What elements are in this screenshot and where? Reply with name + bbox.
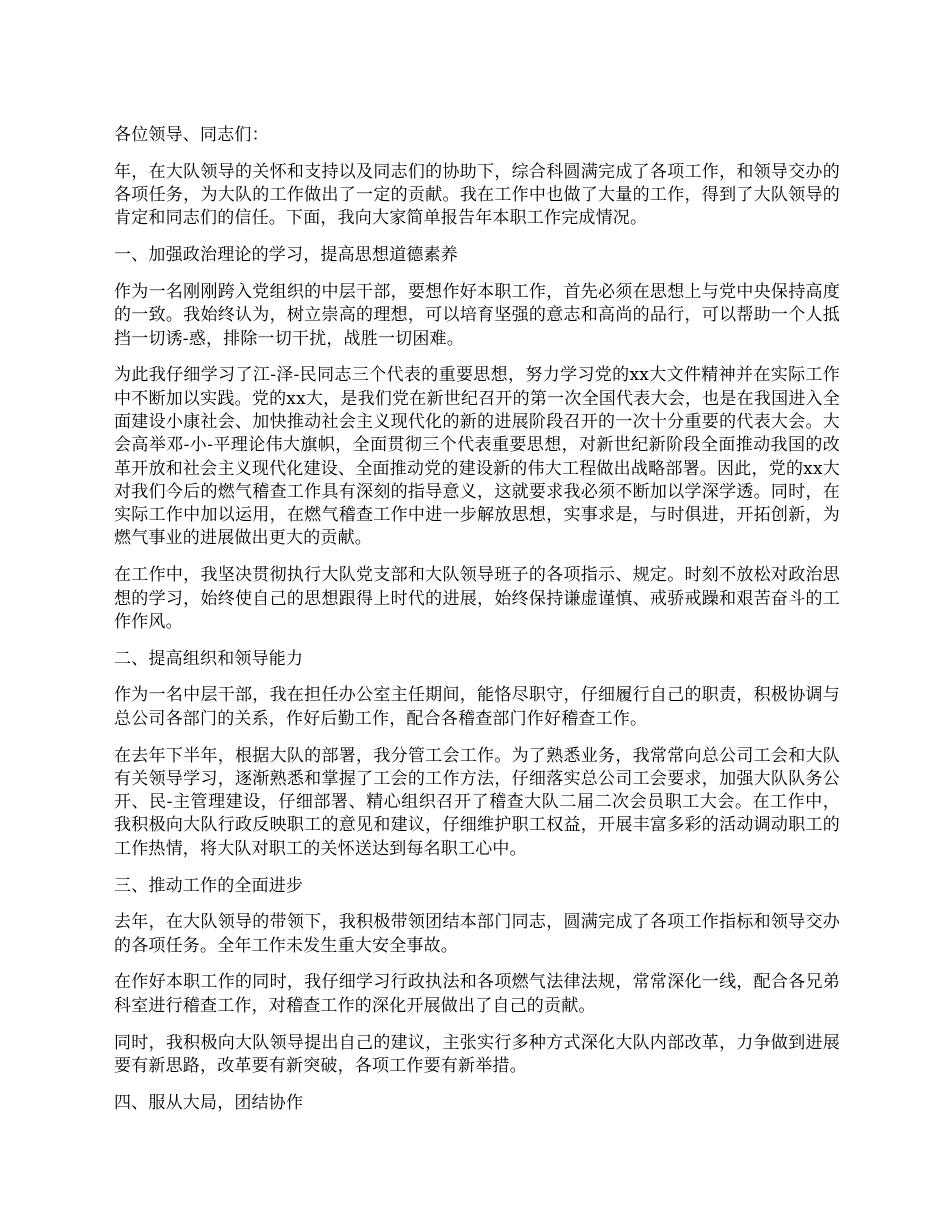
paragraph: 在作好本职工作的同时，我仔细学习行政执法和各项燃气法律法规，常常深化一线，配合各兄弟科室进行稽查工作，对稽查工作的深化开展做出了自己的贡献。	[114, 972, 840, 1016]
paragraph: 作为一名刚刚跨入党组织的中层干部，要想作好本职工作，首先必须在思想上与党中央保持高度的一致。我始终认为，树立崇高的理想，可以培育坚强的意志和高尚的品行，可以帮助一个人抵挡一切诱-惑，排除一切干扰，战胜一切困难。	[114, 281, 840, 349]
section-heading-3: 三、推动工作的全面进步	[114, 875, 304, 896]
section-heading-2: 二、提高组织和领导能力	[114, 648, 304, 669]
paragraph: 为此我仔细学习了江-泽-民同志三个代表的重要思想，努力学习党的xx大文件精神并在实际工作中不断加以实践。党的xx大，是我们党在新世纪召开的第一次全国代表大会，也是在我国进入全面建设小康社会、加快推动社会主义现代化的新的进展阶段召开的一次十分重要的代表大会。大会高举邓-小-平理论伟大旗帜，全面贯彻三个代表重要思想，对新世纪新阶段全面推动我国的改革开放和社会主义现代化建设、全面推动党的建设新的伟大工程做出战略部署。因此，党的xx大对我们今后的燃气稽查工作具有深刻的指导意义，这就要求我必须不断加以学深学透。同时，在实际工作中加以运用，在燃气稽查工作中进一步解放思想，实事求是，与时俱进，开拓创新，为燃气事业的进展做出更大的贡献。	[114, 365, 840, 549]
section-heading-4: 四、服从大局，团结协作	[114, 1092, 304, 1113]
paragraph: 作为一名中层干部，我在担任办公室主任期间，能恪尽职守，仔细履行自己的职责，积极协调与总公司各部门的关系，作好后勤工作，配合各稽查部门作好稽查工作。	[114, 685, 840, 729]
paragraph: 同时，我积极向大队领导提出自己的建议，主张实行多种方式深化大队内部改革，力争做到进展要有新思路，改革要有新突破，各项工作要有新举措。	[114, 1032, 840, 1076]
paragraph: 在工作中，我坚决贯彻执行大队党支部和大队领导班子的各项指示、规定。时刻不放松对政治思想的学习，始终使自己的思想跟得上时代的进展，始终保持谦虚谨慎、戒骄戒躁和艰苦奋斗的工作作风。	[114, 565, 840, 632]
paragraph: 去年，在大队领导的带领下，我积极带领团结本部门同志，圆满完成了各项工作指标和领导交办的各项任务。全年工作未发生重大安全事故。	[114, 912, 840, 956]
paragraph-intro: 年，在大队领导的关怀和支持以及同志们的协助下，综合科圆满完成了各项工作，和领导交办的各项任务，为大队的工作做出了一定的贡献。我在工作中也做了大量的工作，得到了大队领导的肯定和同志们的信任。下面，我向大家简单报告年本职工作完成情况。	[114, 161, 840, 229]
document-body	[114, 124, 840, 1128]
paragraph: 在去年下半年，根据大队的部署，我分管工会工作。为了熟悉业务，我常常向总公司工会和大队有关领导学习，逐渐熟悉和掌握了工会的工作方法，仔细落实总公司工会要求，加强大队队务公开、民-主管理建设，仔细部署、精心组织召开了稽查大队二届二次会员职工大会。在工作中，我积极向大队行政反映职工的意见和建议，仔细维护职工权益，开展丰富多彩的活动调动职工的工作热情，将大队对职工的关怀送达到每名职工心中。	[114, 745, 840, 859]
greeting: 各位领导、同志们：	[114, 125, 269, 145]
section-heading-1: 一、加强政治理论的学习，提高思想道德素养	[114, 245, 458, 266]
